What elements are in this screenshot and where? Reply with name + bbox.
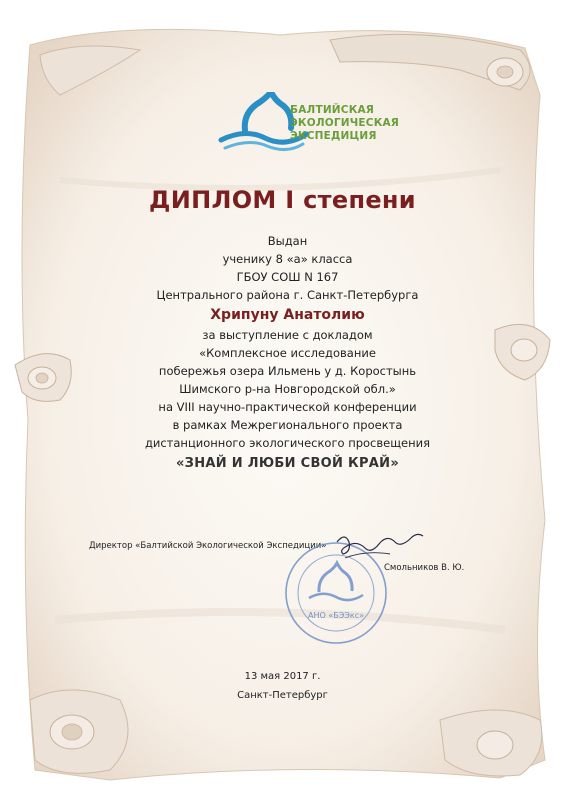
body-line: ученику 8 «а» класса [222, 252, 353, 266]
diploma-body [100, 232, 475, 476]
project-name: «ЗНАЙ И ЛЮБИ СВОЙ КРАЙ» [175, 456, 400, 471]
logo-line-3: ЭКСПЕДИЦИЯ [290, 130, 377, 142]
logo-line-2: ЭКОЛОГИЧЕСКАЯ [290, 117, 400, 129]
director-label: Директор «Балтийской Экологической Экспедиции» [89, 541, 327, 551]
diploma-title: ДИПЛОМ I степени [149, 186, 416, 214]
issue-date: 13 мая 2017 г. [244, 671, 321, 682]
handwritten-signature-icon [335, 528, 425, 564]
recipient-name: Хрипуну Анатолию [210, 307, 365, 323]
body-line: Шимского р-на Новгородской обл.» [179, 382, 396, 396]
body-line: Выдан [267, 234, 308, 248]
issue-footer [0, 667, 565, 705]
director-name: Смольников В. Ю. [384, 563, 465, 573]
body-line: побережья озера Ильмень у д. Коростынь [158, 364, 417, 378]
logo-text [290, 104, 399, 143]
body-line: за выступление с докладом [202, 328, 373, 342]
body-line: на VIII научно-практической конференции [158, 400, 417, 414]
stamp-text: АНО «БЭЭкс» [307, 611, 365, 620]
body-line: Центрального района г. Санкт-Петербурга [156, 288, 419, 302]
body-line: в рамках Межрегионального проекта [172, 418, 403, 432]
body-line: «Комплексное исследование [199, 346, 376, 360]
logo-line-1: БАЛТИЙСКАЯ [290, 104, 375, 116]
issue-city: Санкт-Петербург [237, 690, 328, 701]
body-line: дистанционного экологического просвещения [144, 436, 431, 450]
body-line: ГБОУ СОШ N 167 [236, 270, 339, 284]
